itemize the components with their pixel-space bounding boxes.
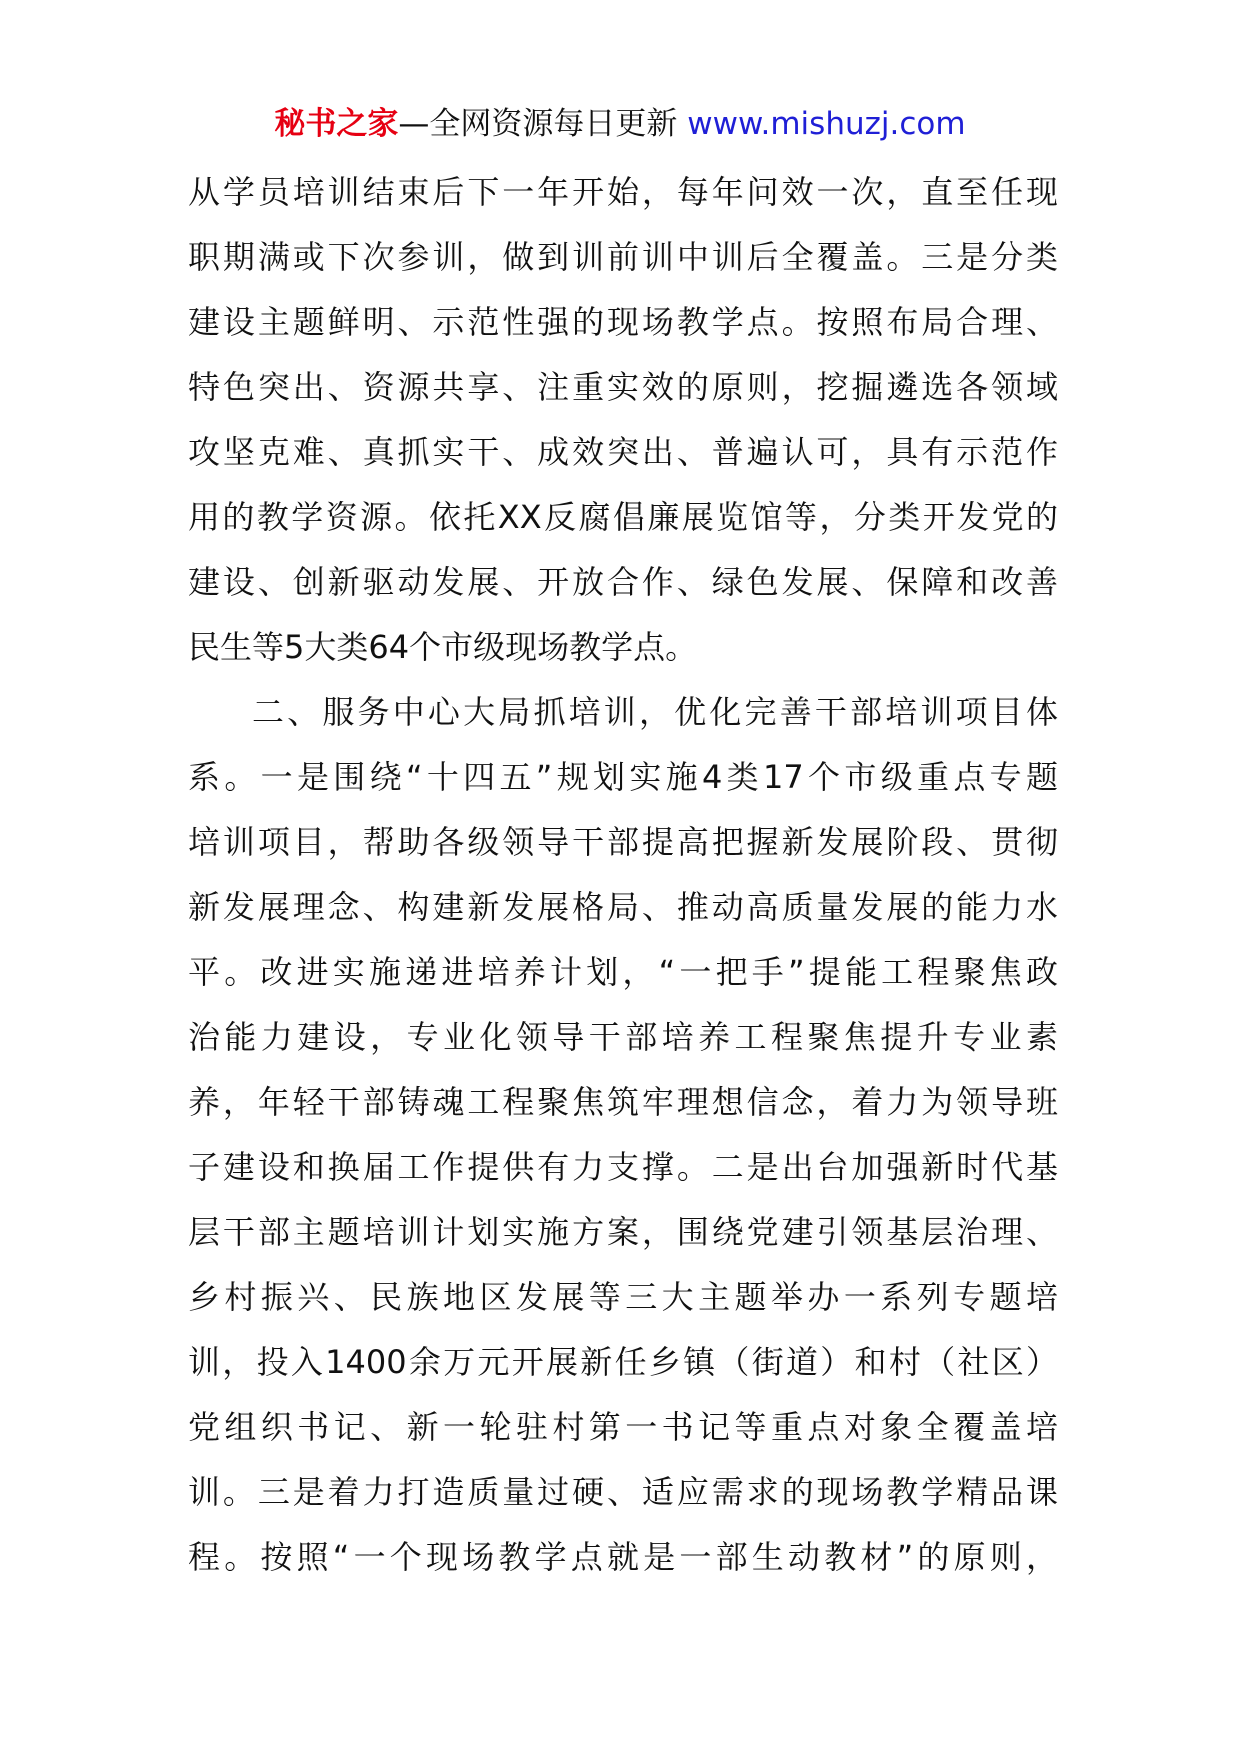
text-line: 从学员培训结束后下一年开始，每年问效一次，直至任现 bbox=[188, 173, 1058, 211]
text-line: 系。一是围绕“十四五”规划实施4类17个市级重点专题 bbox=[188, 758, 1058, 796]
text-line: 培训项目，帮助各级领导干部提高把握新发展阶段、贯彻 bbox=[188, 823, 1058, 861]
section-heading-line: 二、服务中心大局抓培训，优化完善干部培训项目体 bbox=[252, 693, 1058, 731]
document-body bbox=[188, 160, 1058, 1590]
text-line: 养，年轻干部铸魂工程聚焦筑牢理想信念，着力为领导班 bbox=[188, 1083, 1058, 1121]
text-line: 党组织书记、新一轮驻村第一书记等重点对象全覆盖培 bbox=[188, 1408, 1058, 1446]
text-line: 建设、创新驱动发展、开放合作、绿色发展、保障和改善 bbox=[188, 563, 1058, 601]
text-line: 程。按照“一个现场教学点就是一部生动教材”的原则， bbox=[188, 1538, 1058, 1576]
text-line: 建设主题鲜明、示范性强的现场教学点。按照布局合理、 bbox=[188, 303, 1058, 341]
text-line: 职期满或下次参训，做到训前训中训后全覆盖。三是分类 bbox=[188, 238, 1058, 276]
text-line: 特色突出、资源共享、注重实效的原则，挖掘遴选各领域 bbox=[188, 368, 1058, 406]
text-line: 新发展理念、构建新发展格局、推动高质量发展的能力水 bbox=[188, 888, 1058, 926]
text-line: 乡村振兴、民族地区发展等三大主题举办一系列专题培 bbox=[188, 1278, 1058, 1316]
paragraph-end-line: 民生等5大类64个市级现场教学点。 bbox=[188, 628, 698, 666]
text-line: 治能力建设，专业化领导干部培养工程聚焦提升专业素 bbox=[188, 1018, 1058, 1056]
text-line: 子建设和换届工作提供有力支撑。二是出台加强新时代基 bbox=[188, 1148, 1058, 1186]
site-url-link[interactable]: www.mishuzj.com bbox=[687, 106, 966, 142]
text-line: 用的教学资源。依托XX反腐倡廉展览馆等，分类开发党的 bbox=[188, 498, 1058, 536]
text-line: 训，投入1400余万元开展新任乡镇（街道）和村（社区） bbox=[188, 1343, 1058, 1381]
brand-name: 秘书之家 bbox=[274, 106, 399, 142]
text-line: 层干部主题培训计划实施方案，围绕党建引领基层治理、 bbox=[188, 1213, 1058, 1251]
site-header bbox=[0, 102, 1240, 146]
text-line: 攻坚克难、真抓实干、成效突出、普遍认可，具有示范作 bbox=[188, 433, 1058, 471]
text-line: 平。改进实施递进培养计划，“一把手”提能工程聚焦政 bbox=[188, 953, 1058, 991]
header-tagline: —全网资源每日更新 bbox=[398, 106, 678, 142]
text-line: 训。三是着力打造质量过硬、适应需求的现场教学精品课 bbox=[188, 1473, 1058, 1511]
